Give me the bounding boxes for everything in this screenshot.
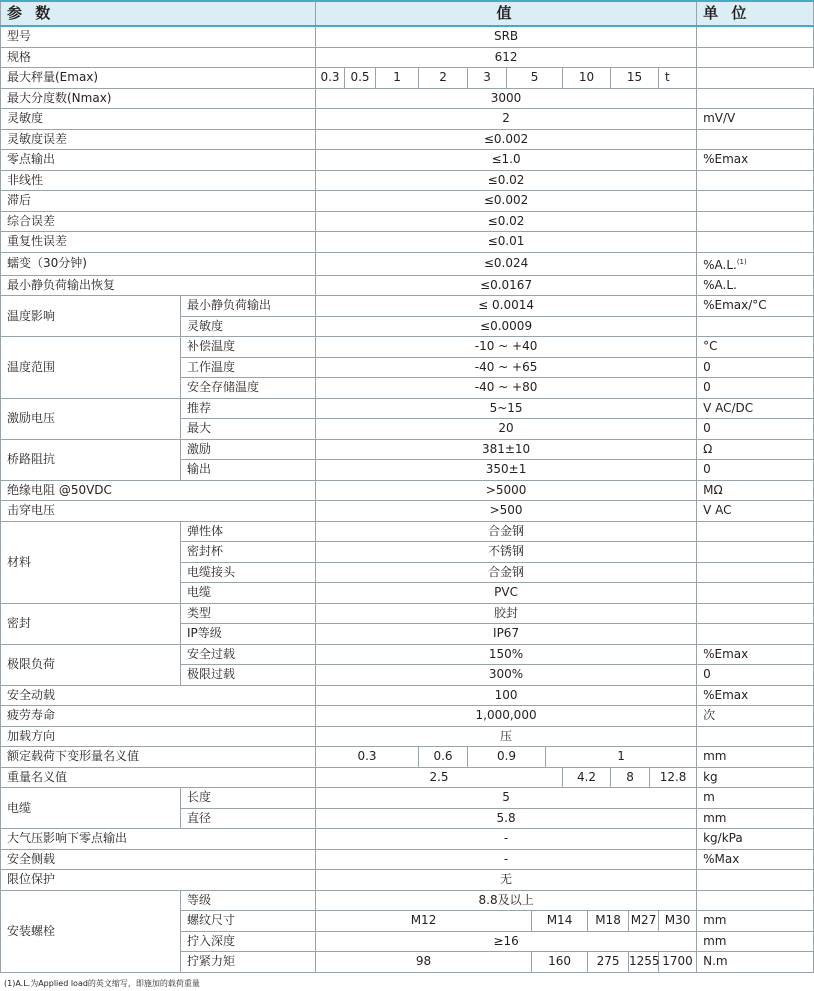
table-cell: 5.8	[316, 808, 697, 829]
table-cell: 密封杯	[181, 542, 316, 563]
table-row	[1, 191, 814, 212]
table-cell: %A.L.$^{(1)}$	[697, 252, 814, 275]
table-row	[1, 788, 814, 809]
table-cell	[697, 603, 814, 624]
table-cell	[697, 890, 814, 911]
table-cell: 100	[316, 685, 697, 706]
table-cell: ≤1.0	[316, 150, 697, 171]
table-row	[1, 890, 814, 911]
table-cell: 安全过载	[181, 644, 316, 665]
table-cell: 最小静负荷输出	[181, 296, 316, 317]
table-cell: °C	[697, 337, 814, 358]
table-cell: 最大秤量(Emax)	[1, 68, 316, 89]
table-cell: -40 ~ +80	[316, 378, 697, 399]
table-cell: 螺纹尺寸	[181, 911, 316, 932]
table-row	[1, 337, 814, 358]
table-cell: 150%	[316, 644, 697, 665]
table-cell: 0	[697, 419, 814, 440]
table-cell: 0	[697, 460, 814, 481]
table-cell: 300%	[316, 665, 697, 686]
table-cell	[697, 624, 814, 645]
table-cell: 滞后	[1, 191, 316, 212]
header-value: 值	[316, 1, 697, 26]
table-cell: 综合误差	[1, 211, 316, 232]
table-cell: kg/kPa	[697, 829, 814, 850]
table-cell	[697, 88, 814, 109]
table-cell: 3000	[316, 88, 697, 109]
table-cell: 10	[563, 68, 611, 89]
table-cell: 温度范围	[1, 337, 181, 399]
table-row	[1, 870, 814, 891]
table-cell: ≤ 0.0014	[316, 296, 697, 317]
table-cell: 胶封	[316, 603, 697, 624]
table-row	[1, 480, 814, 501]
table-row	[1, 829, 814, 850]
table-cell: 0.3	[316, 68, 345, 89]
table-cell: 密封	[1, 603, 181, 644]
table-cell: 温度影响	[1, 296, 181, 337]
table-cell: 长度	[181, 788, 316, 809]
table-cell: 160	[532, 952, 588, 973]
table-cell: SRB	[316, 26, 697, 47]
table-row	[1, 767, 814, 788]
table-row	[1, 501, 814, 522]
table-cell: 大气压影响下零点输出	[1, 829, 316, 850]
table-cell: 非线性	[1, 170, 316, 191]
table-cell: 弹性体	[181, 521, 316, 542]
table-cell: 20	[316, 419, 697, 440]
table-row	[1, 26, 814, 47]
table-cell: 1	[546, 747, 697, 768]
table-cell: mm	[697, 747, 814, 768]
table-cell: >500	[316, 501, 697, 522]
table-cell	[697, 562, 814, 583]
table-cell: 电缆	[1, 788, 181, 829]
table-cell: %Max	[697, 849, 814, 870]
table-cell: %Emax	[697, 150, 814, 171]
table-cell: 电缆接头	[181, 562, 316, 583]
table-cell: mV/V	[697, 109, 814, 130]
table-cell: M12	[316, 911, 532, 932]
table-cell: %Emax	[697, 685, 814, 706]
table-cell: M30	[659, 911, 697, 932]
table-cell: M14	[532, 911, 588, 932]
table-cell: 4.2	[563, 767, 611, 788]
table-cell: 2	[419, 68, 468, 89]
table-row	[1, 603, 814, 624]
table-cell: -	[316, 829, 697, 850]
table-cell: 输出	[181, 460, 316, 481]
header-unit: 单 位	[697, 1, 814, 26]
table-cell: 2	[316, 109, 697, 130]
table-cell: 等级	[181, 890, 316, 911]
table-cell: ≤0.0009	[316, 316, 697, 337]
table-cell: 安全侧载	[1, 849, 316, 870]
table-cell: 次	[697, 706, 814, 727]
table-cell: 无	[316, 870, 697, 891]
table-cell: 激励	[181, 439, 316, 460]
table-cell: 工作温度	[181, 357, 316, 378]
table-cell: 0.3	[316, 747, 419, 768]
table-cell: 压	[316, 726, 697, 747]
table-cell: 5	[316, 788, 697, 809]
table-cell: 直径	[181, 808, 316, 829]
table-cell	[697, 521, 814, 542]
table-cell: 0.5	[345, 68, 376, 89]
table-cell: 材料	[1, 521, 181, 603]
table-cell: mm	[697, 808, 814, 829]
table-cell: >5000	[316, 480, 697, 501]
table-row	[1, 150, 814, 171]
table-cell	[697, 542, 814, 563]
table-cell: -10 ~ +40	[316, 337, 697, 358]
table-cell: 0	[697, 378, 814, 399]
table-row	[1, 726, 814, 747]
table-cell	[697, 232, 814, 253]
table-cell: M18	[588, 911, 629, 932]
table-cell: 0	[697, 665, 814, 686]
table-cell: N.m	[697, 952, 814, 973]
table-cell: 桥路阻抗	[1, 439, 181, 480]
table-cell: 零点输出	[1, 150, 316, 171]
table-cell: 击穿电压	[1, 501, 316, 522]
table-row	[1, 706, 814, 727]
table-cell: 重量名义值	[1, 767, 316, 788]
table-cell: ≤0.01	[316, 232, 697, 253]
table-cell: 加载方向	[1, 726, 316, 747]
table-cell: 最小静负荷输出恢复	[1, 275, 316, 296]
table-cell: V AC/DC	[697, 398, 814, 419]
table-cell: 5~15	[316, 398, 697, 419]
table-cell: 98	[316, 952, 532, 973]
table-row	[1, 232, 814, 253]
table-cell: 8	[611, 767, 650, 788]
table-cell: ≤0.002	[316, 129, 697, 150]
table-cell	[697, 26, 814, 47]
table-cell: 最大分度数(Nmax)	[1, 88, 316, 109]
table-cell: ≥16	[316, 931, 697, 952]
table-cell: 350±1	[316, 460, 697, 481]
table-cell: 0.6	[419, 747, 468, 768]
table-row	[1, 211, 814, 232]
table-cell: MΩ	[697, 480, 814, 501]
table-cell	[697, 211, 814, 232]
table-row	[1, 644, 814, 665]
table-row	[1, 849, 814, 870]
table-cell: 疲劳寿命	[1, 706, 316, 727]
table-cell: 8.8及以上	[316, 890, 697, 911]
table-cell: mm	[697, 911, 814, 932]
table-cell: ≤0.02	[316, 170, 697, 191]
table-cell: t	[659, 68, 697, 89]
table-cell: ≤0.024	[316, 252, 697, 275]
table-cell: 381±10	[316, 439, 697, 460]
table-cell: 1255	[629, 952, 659, 973]
table-row	[1, 521, 814, 542]
table-cell: 2.5	[316, 767, 563, 788]
table-cell	[697, 129, 814, 150]
table-cell: 安全动载	[1, 685, 316, 706]
table-cell: 灵敏度	[1, 109, 316, 130]
table-cell: 蠕变（30分钟)	[1, 252, 316, 275]
table-cell: 最大	[181, 419, 316, 440]
table-cell: m	[697, 788, 814, 809]
table-cell: IP67	[316, 624, 697, 645]
table-cell: Ω	[697, 439, 814, 460]
table-cell	[697, 726, 814, 747]
header-row	[1, 1, 814, 26]
table-cell: 1,000,000	[316, 706, 697, 727]
table-row	[1, 109, 814, 130]
table-cell	[697, 583, 814, 604]
table-cell: %Emax/°C	[697, 296, 814, 317]
table-cell	[697, 191, 814, 212]
table-row	[1, 68, 814, 89]
table-cell: 612	[316, 47, 697, 68]
table-cell: 推荐	[181, 398, 316, 419]
table-cell: 15	[611, 68, 659, 89]
table-row	[1, 170, 814, 191]
table-cell: PVC	[316, 583, 697, 604]
table-cell: 3	[468, 68, 507, 89]
table-cell: kg	[697, 767, 814, 788]
table-cell: 重复性误差	[1, 232, 316, 253]
table-cell: 电缆	[181, 583, 316, 604]
table-cell: 1	[376, 68, 419, 89]
table-cell: 极限过载	[181, 665, 316, 686]
header-param: 参 数	[1, 1, 316, 26]
table-row	[1, 129, 814, 150]
table-cell: 0	[697, 357, 814, 378]
table-cell: mm	[697, 931, 814, 952]
table-row	[1, 275, 814, 296]
table-cell: 拧紧力矩	[181, 952, 316, 973]
table-cell: -	[316, 849, 697, 870]
table-row	[1, 439, 814, 460]
table-cell: 安全存储温度	[181, 378, 316, 399]
footnote: (1)A.L.为Applied load的英文缩写，即施加的载荷重量	[4, 979, 200, 988]
table-cell: 5	[507, 68, 563, 89]
table-cell: 12.8	[650, 767, 697, 788]
table-cell: IP等级	[181, 624, 316, 645]
table-cell: ≤0.002	[316, 191, 697, 212]
table-cell: 灵敏度	[181, 316, 316, 337]
table-row	[1, 747, 814, 768]
table-cell: %A.L.	[697, 275, 814, 296]
table-cell: V AC	[697, 501, 814, 522]
table-cell: 安装螺栓	[1, 890, 181, 972]
table-row	[1, 398, 814, 419]
table-cell: -40 ~ +65	[316, 357, 697, 378]
table-cell: 拧入深度	[181, 931, 316, 952]
table-cell: 不锈钢	[316, 542, 697, 563]
table-cell: 极限负荷	[1, 644, 181, 685]
table-cell	[697, 870, 814, 891]
table-row	[1, 88, 814, 109]
table-row	[1, 47, 814, 68]
table-cell: 275	[588, 952, 629, 973]
table-cell: M27	[629, 911, 659, 932]
table-cell: 补偿温度	[181, 337, 316, 358]
table-cell: 合金钢	[316, 562, 697, 583]
table-cell	[697, 47, 814, 68]
table-cell: 激励电压	[1, 398, 181, 439]
table-row	[1, 296, 814, 317]
table-cell: ≤0.0167	[316, 275, 697, 296]
table-cell: 灵敏度误差	[1, 129, 316, 150]
table-cell: ≤0.02	[316, 211, 697, 232]
table-cell	[697, 170, 814, 191]
table-cell: 绝缘电阻 @50VDC	[1, 480, 316, 501]
table-cell: 规格	[1, 47, 316, 68]
table-cell: 型号	[1, 26, 316, 47]
table-row	[1, 252, 814, 275]
table-row	[1, 685, 814, 706]
table-cell: 限位保护	[1, 870, 316, 891]
table-cell: 1700	[659, 952, 697, 973]
table-cell: 0.9	[468, 747, 546, 768]
table-cell: 额定载荷下变形量名义值	[1, 747, 316, 768]
table-cell	[697, 316, 814, 337]
table-cell: 合金钢	[316, 521, 697, 542]
table-cell: %Emax	[697, 644, 814, 665]
table-cell: 类型	[181, 603, 316, 624]
